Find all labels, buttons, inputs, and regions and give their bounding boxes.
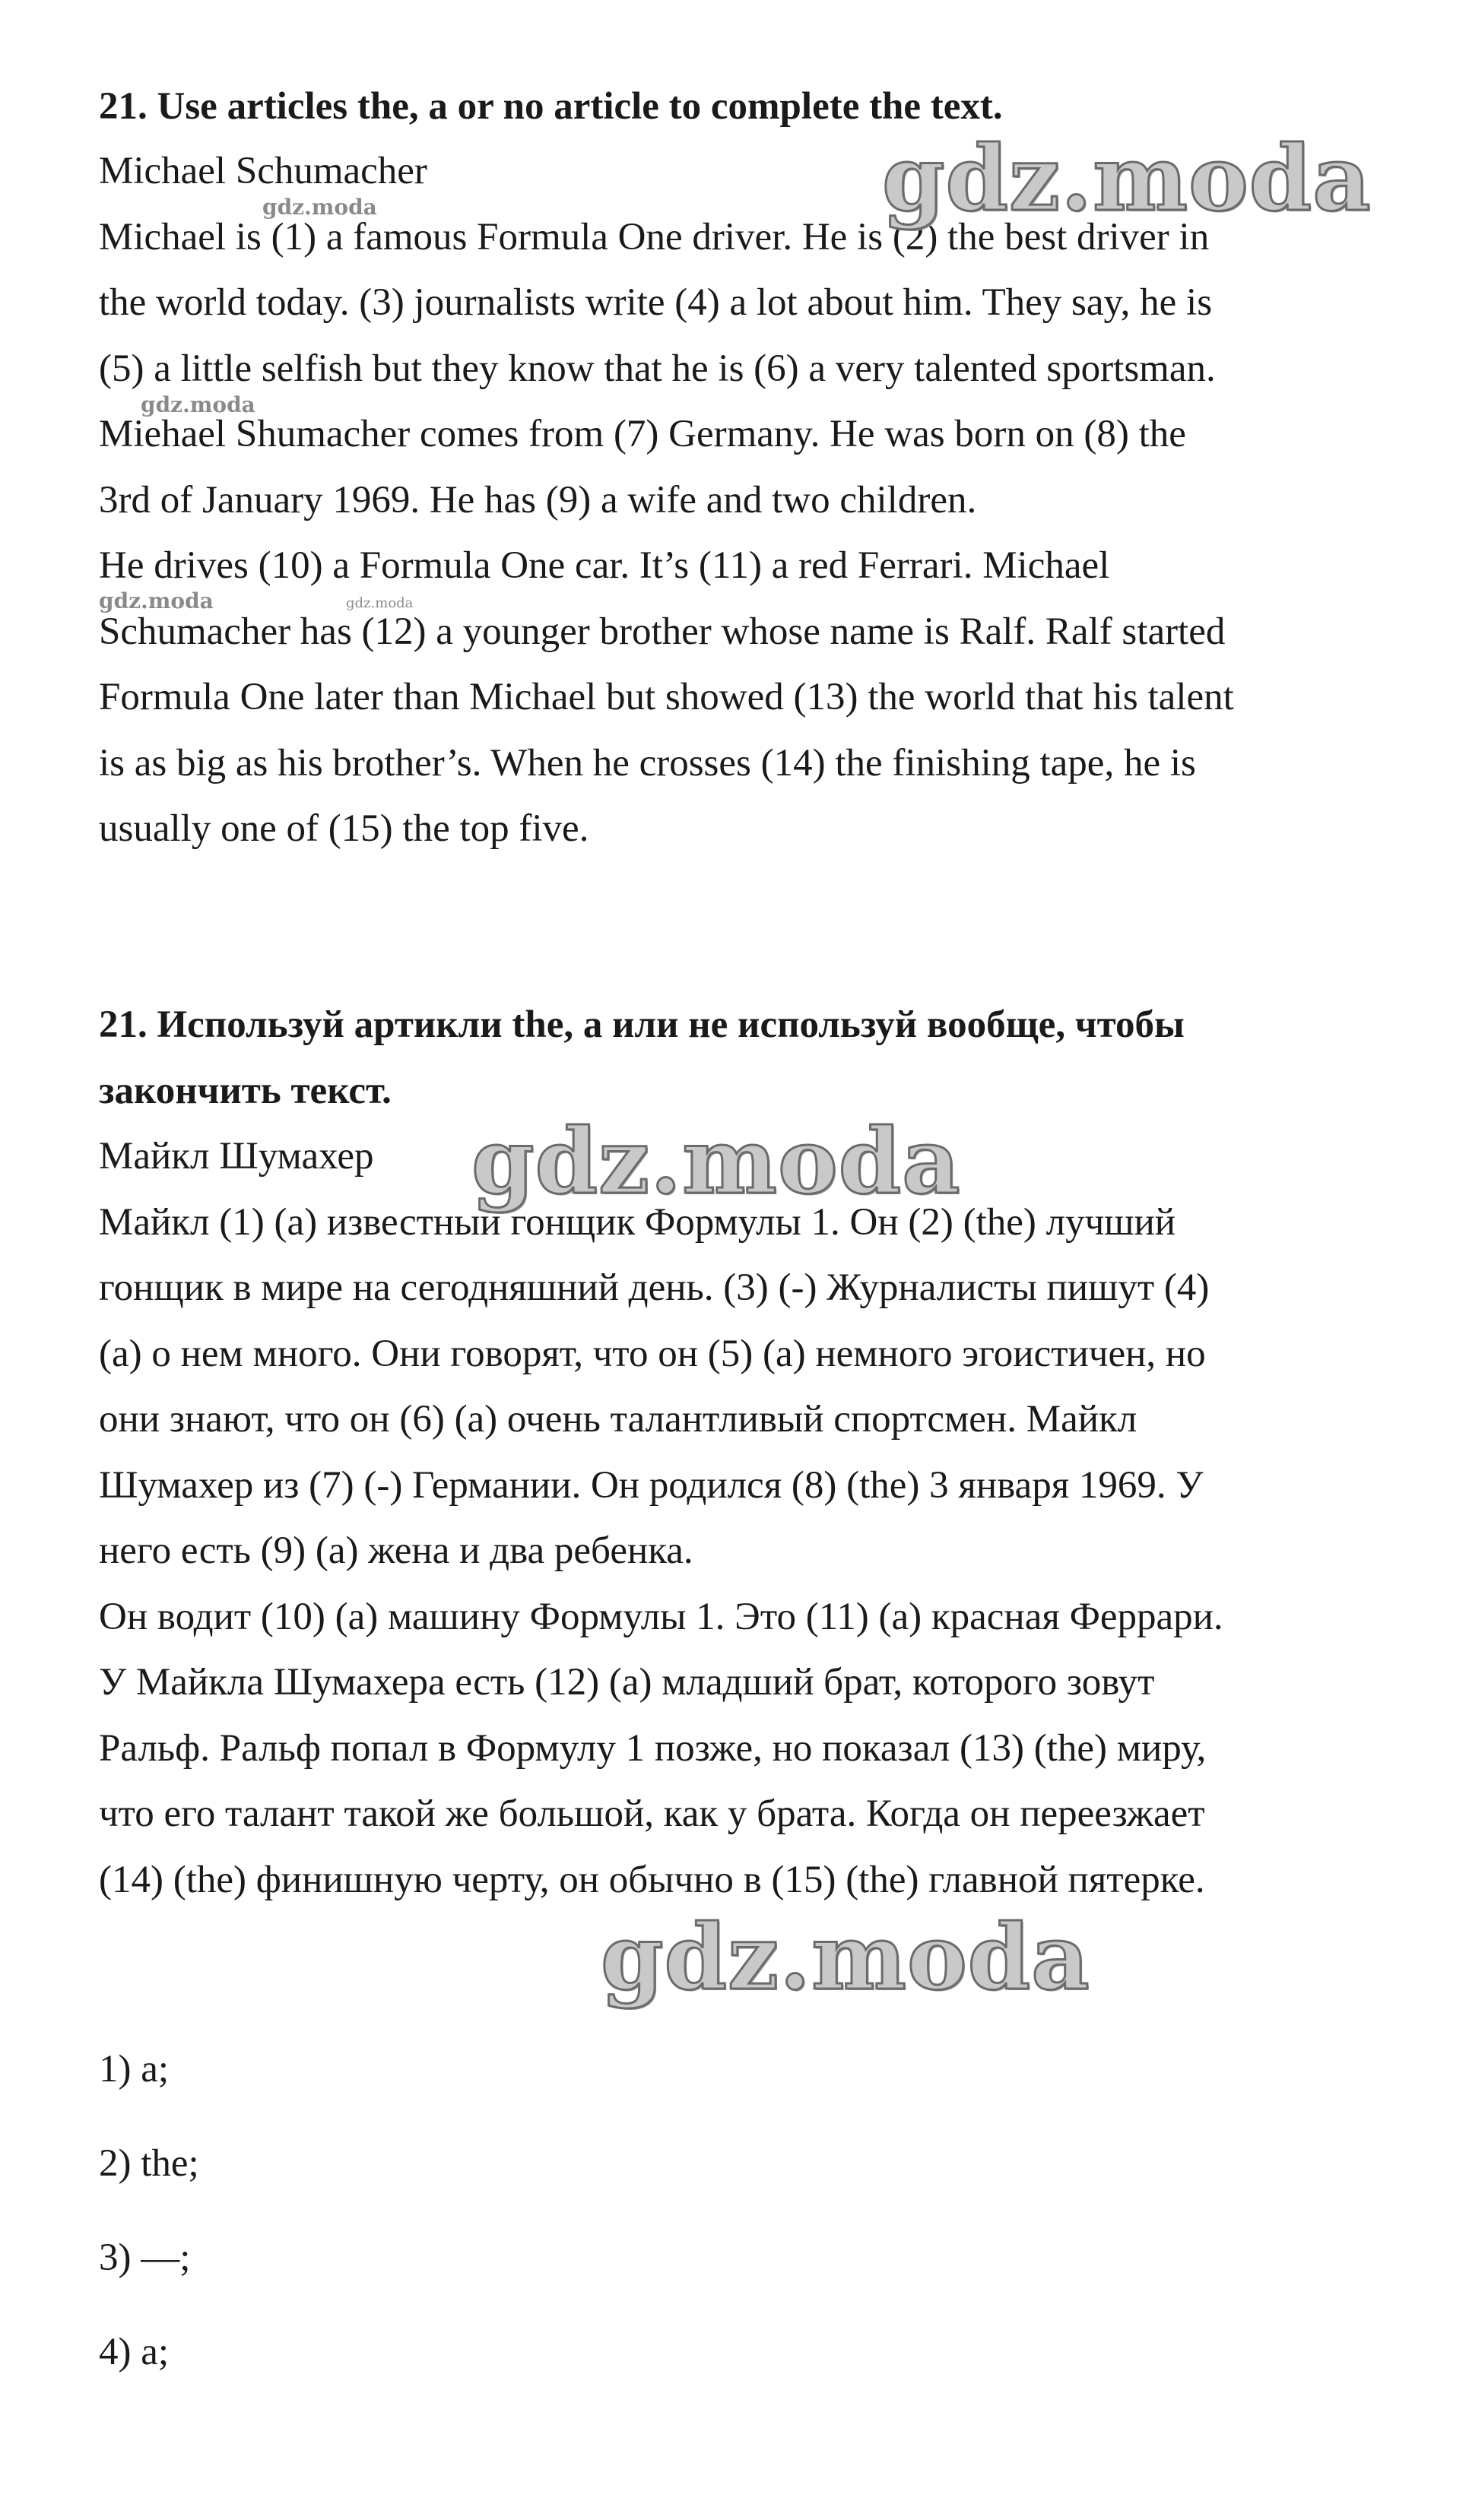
russian-heading-line2: закончить текст. [99,1070,392,1112]
watermark-small: gdz.moda [141,392,255,417]
russian-line: Он водит (10) (а) машину Формулы 1. Это (11) (а) красная Феррари. [99,1596,1223,1638]
russian-line: Шумахер из (7) (-) Германии. Он родился (8) (the) 3 января 1969. У [99,1464,1204,1507]
english-line: Miehael Shumacher comes from (7) Germany. He was born on (8) the [99,413,1186,455]
watermark-logo: gdz.moda [882,125,1372,231]
russian-heading-line1: 21. Используй артикли the, а или не используй вообще, чтобы [99,1003,1185,1046]
english-line: usually one of (15) the top five. [99,807,589,850]
answer-item: 2) the; [99,2142,199,2185]
answer-item: 3) —; [99,2236,191,2279]
russian-line: гонщик в мире на сегодняшний день. (3) (-) Журналисты пишут (4) [99,1266,1210,1309]
russian-line: Ральф. Ральф попал в Формулу 1 позже, но показал (13) (the) миру, [99,1727,1207,1770]
english-line: Formula One later than Michael but showed (13) the world that his talent [99,676,1234,718]
english-line: Schumacher has (12) a younger brother whose name is Ralf. Ralf started [99,610,1226,653]
english-line: Michael is (1) a famous Formula One driver. He is (2) the best driver in [99,216,1210,258]
russian-line: (а) о нем много. Они говорят, что он (5) (а) немного эгоистичен, но [99,1333,1206,1375]
russian-line: они знают, что он (6) (а) очень талантливый спортсмен. Майкл [99,1398,1137,1441]
english-heading: 21. Use articles the, a or no article to complete the text. [99,85,1003,128]
answer-item: 4) a; [99,2331,170,2373]
english-line: 3rd of January 1969. He has (9) a wife and two children. [99,479,977,521]
russian-title: Майкл Шумахер [99,1135,374,1178]
russian-line: У Майкла Шумахера есть (12) (а) младший брат, которого зовут [99,1661,1155,1704]
russian-line: что его талант такой же большой, как у брата. Когда он переезжает [99,1793,1205,1835]
english-line: the world today. (3) journalists write (4) a lot about him. They say, he is [99,281,1213,324]
english-title: Michael Schumacher [99,150,427,192]
watermark-small: gdz.moda [99,588,214,613]
russian-line: (14) (the) финишную черту, он обычно в (15) (the) главной пятерке. [99,1859,1205,1901]
watermark-logo: gdz.moda [601,1904,1090,2010]
english-line: He drives (10) a Formula One car. It’s (11) a red Ferrari. Michael [99,544,1110,587]
russian-line: него есть (9) (а) жена и два ребенка. [99,1529,693,1572]
watermark-logo: gdz.moda [471,1108,961,1214]
russian-line: Майкл (1) (а) известный гонщик Формулы 1. Он (2) (the) лучший [99,1201,1176,1244]
watermark-small: gdz.moda [262,195,377,220]
english-line: (5) a little selfish but they know that he is (6) a very talented sportsman. [99,347,1216,390]
watermark-tiny: gdz.moda [346,595,414,611]
english-line: is as big as his brother’s. When he crosses (14) the finishing tape, he is [99,742,1196,785]
answer-item: 1) a; [99,2048,170,2090]
